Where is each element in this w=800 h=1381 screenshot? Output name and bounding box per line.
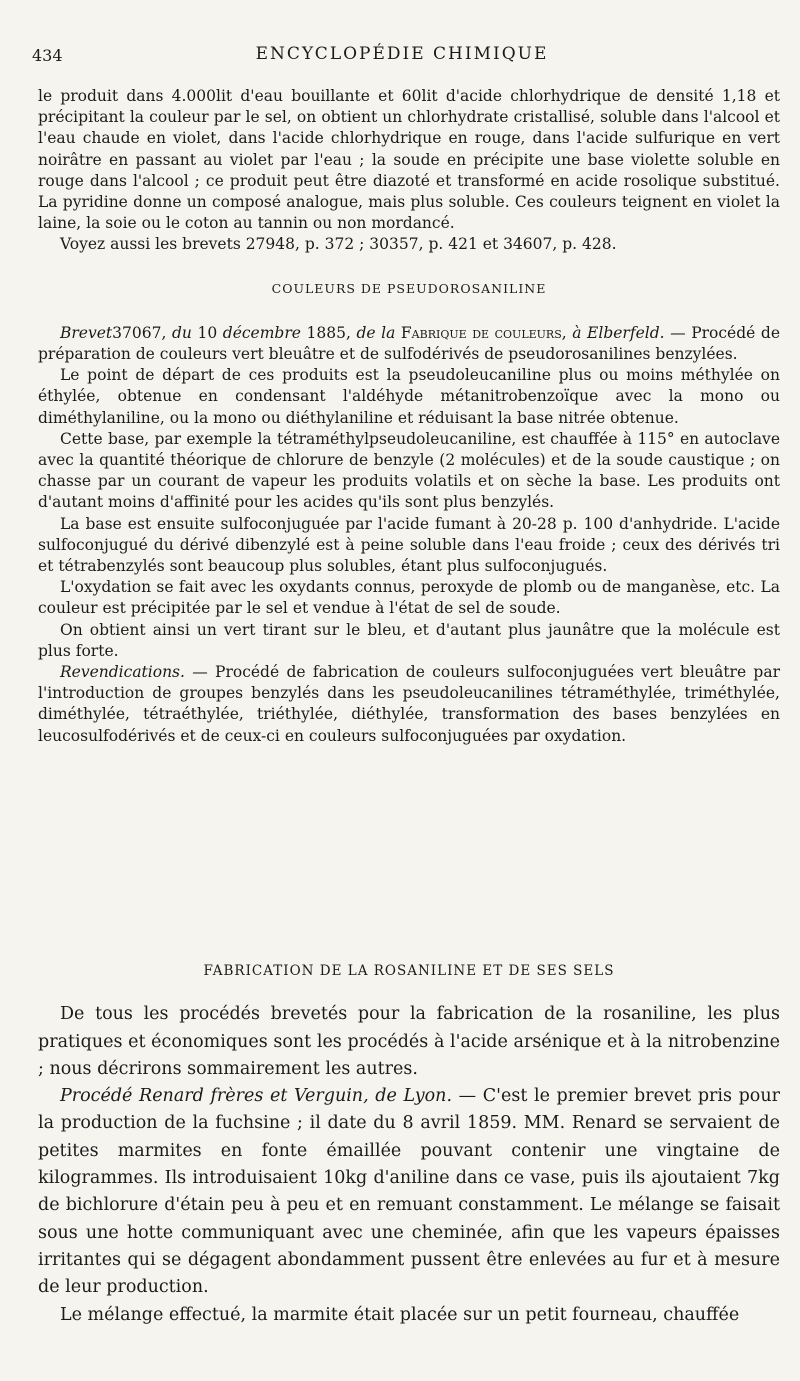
section-heading: COULEURS DE PSEUDOROSANILINE: [271, 280, 547, 296]
paragraph: Le point de départ de ces produits est la pseudoleucaniline plus ou moins méthylée on éthylée, obtenue en condensant l'aldéhyde métanitrobenzoïque avec la mono ou diméthylaniline, ou la mono ou diéthylaniline et réduisant la base nitrée obtenue.: [38, 366, 780, 427]
paragraph: le produit dans 4.000lit d'eau bouillante et 60lit d'acide chlorhydrique de densité 1,18 et précipitant la couleur par le sel, on obtient un chlorhydrate cristallisé, soluble dans l'alcool et l'eau chaude en violet, dans l'acide chlorhydrique en rouge, dans l'acide sulfurique en vert noirâtre en passant au violet par l'eau ; la soude en précipite une base violette soluble en rouge dans l'alcool ; ce produit peut être diazoté et transformé en acide rosolique substitué. La pyridine donne un composé analogue, mais plus soluble. Ces couleurs teignent en violet la laine, la soie ou le coton au tannin ou non mordancé.: [38, 87, 780, 233]
italic-text: de la: [356, 323, 396, 342]
page-header: [32, 40, 772, 70]
italic-text: Brevet: [60, 323, 113, 342]
paragraph: L'oxydation se fait avec les oxydants connus, peroxyde de plomb ou de manganèse, etc. La couleur est précipitée par le sel et vendue à l'état de sel de soude.: [38, 578, 780, 618]
italic-text: décembre: [222, 323, 301, 342]
text-block-bottom: [38, 958, 780, 1329]
italic-text: Revendications.: [60, 663, 185, 682]
page-number: 434: [32, 46, 63, 65]
paragraph: [38, 1083, 780, 1301]
paragraph: La base est ensuite sulfoconjuguée par l'acide fumant à 20-28 p. 100 d'anhydride. L'acide sulfoconjugué du dérivé dibenzylé est à peine soluble dans l'eau froide ; ceux des dérivés tri et tétrabenzylés sont beaucoup plus solubles, étant plus sulfoconjugués.: [38, 514, 780, 576]
paragraph: On obtient ainsi un vert tirant sur le bleu, et d'autant plus jaunâtre que la molécule est plus forte.: [38, 620, 780, 660]
paragraph-text: — Procédé de fabrication de couleurs sulfoconjuguées vert bleuâtre par l'introduction de groupes benzylés dans les pseudoleucanilines tétraméthylée, triméthylée, diméthylée, tétraéthylée, triéthylée, diéthylée, transformation des bases benzylées en leucosulfodérivés et de ceux-ci en couleurs sulfoconjuguées par oxydation.: [38, 663, 780, 745]
italic-text: Procédé Renard frères et Verguin, de Lyon.: [60, 1086, 453, 1107]
paragraph-text: — C'est le premier brevet pris pour la production de la fuchsine ; il date du 8 avril 1859. MM. Renard se servaient de petites marmites en fonte émaillée pouvant contenir une vingtaine de kilogrammes. Ils introduisaient 10kg d'aniline dans ce vase, puis ils ajoutaient 7kg de bichlorure d'étain peu à peu et en remuant constamment. Le mélange se faisait sous une hotte communiquant avec une cheminée, afin que les vapeurs épaisses irritantes qui se dégagent abondamment pussent être enlevées au fur et à mesure de leur production.: [38, 1086, 780, 1298]
paragraph: Voyez aussi les brevets 27948, p. 372 ; 30357, p. 421 et 34607, p. 428.: [60, 235, 617, 254]
paragraph: Cette base, par exemple la tétraméthylpseudoleucaniline, est chauffée à 115° en autoclave avec la quantité théorique de chlorure de benzyle (2 molécules) et de la soude caustique ; on chasse par un courant de vapeur les produits volatils et on sèche la base. Les produits ont d'autant moins d'affinité pour les acides qu'ils sont plus benzylés.: [38, 429, 780, 512]
paragraph: [38, 323, 780, 365]
date-year: 1885,: [306, 323, 351, 342]
text-block-top: [38, 86, 780, 747]
paragraph: Le mélange effectué, la marmite était placée sur un petit fourneau, chauffée: [60, 1304, 740, 1325]
italic-text: à Elberfeld.: [572, 323, 665, 342]
paragraph-text: — Procédé de préparation de couleurs vert bleuâtre et de sulfodérivés de pseudorosanilines benzylées.: [38, 323, 780, 364]
patent-number: 37067,: [112, 323, 167, 342]
section-heading: FABRICATION DE LA ROSANILINE ET DE SES SELS: [203, 963, 615, 979]
date-day: 10: [197, 323, 218, 342]
paragraph: [38, 662, 780, 747]
company-name: Fabrique de couleurs,: [400, 323, 567, 342]
running-title: ENCYCLOPÉDIE CHIMIQUE: [255, 44, 549, 64]
italic-text: du: [171, 323, 192, 342]
paragraph: De tous les procédés brevetés pour la fabrication de la rosaniline, les plus pratiques et économiques sont les procédés à l'acide arsénique et à la nitrobenzine ; nous décrirons sommairement les autres.: [38, 1004, 780, 1079]
